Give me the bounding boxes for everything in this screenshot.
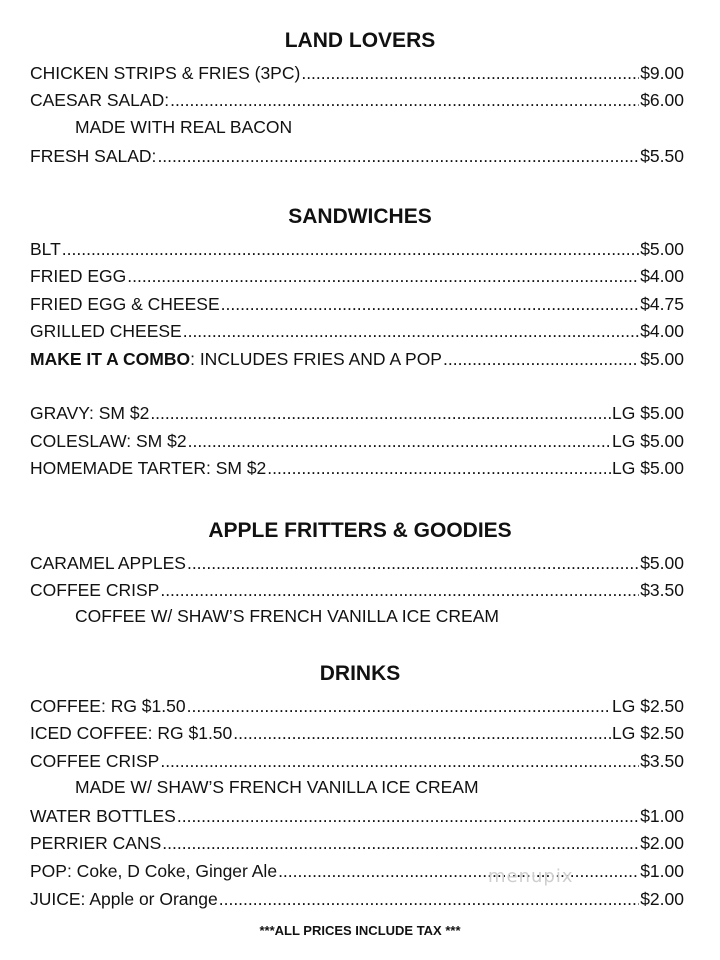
item-label: CHICKEN STRIPS & FRIES (3PC) xyxy=(30,63,301,83)
item-note: MADE W/ SHAW’S FRENCH VANILLA ICE CREAM xyxy=(75,777,479,797)
menu-item xyxy=(30,318,684,342)
dot-leader xyxy=(301,62,639,84)
dot-leader xyxy=(187,552,639,574)
menu-item xyxy=(30,143,684,167)
section-title-land-lovers: LAND LOVERS xyxy=(284,29,436,52)
section-title-drinks: DRINKS xyxy=(319,662,401,685)
item-price: $1.00 xyxy=(640,806,684,826)
item-price: $5.50 xyxy=(640,146,684,166)
menu-item xyxy=(30,263,684,287)
item-price: $3.50 xyxy=(640,751,684,771)
menu-item xyxy=(30,400,684,424)
item-price: LG $5.00 xyxy=(612,458,684,478)
item-label: GRAVY: SM $2 xyxy=(30,403,150,423)
dot-leader xyxy=(233,722,611,744)
item-label: GRILLED CHEESE xyxy=(30,321,182,341)
dot-leader xyxy=(183,320,639,342)
menu-item xyxy=(30,428,684,452)
item-price: $2.00 xyxy=(640,833,684,853)
dot-leader xyxy=(150,402,611,424)
section-title-sandwiches: SANDWICHES xyxy=(288,205,432,228)
item-note: MADE WITH REAL BACON xyxy=(75,117,293,137)
item-price: $2.00 xyxy=(640,889,684,909)
dot-leader xyxy=(170,89,639,111)
item-price: $5.00 xyxy=(640,349,684,369)
dot-leader xyxy=(267,457,611,479)
section-title-apple-fritters: APPLE FRITTERS & GOODIES xyxy=(208,519,512,542)
menu-item xyxy=(30,748,684,772)
item-label: POP: Coke, D Coke, Ginger Ale xyxy=(30,861,278,881)
dot-leader xyxy=(160,750,639,772)
menu-item xyxy=(30,291,684,315)
menu-item xyxy=(30,550,684,574)
dot-leader xyxy=(127,265,639,287)
dot-leader xyxy=(177,805,639,827)
combo-label-bold: MAKE IT A COMBO xyxy=(30,349,191,369)
item-price: $4.00 xyxy=(640,266,684,286)
menu-item xyxy=(30,803,684,827)
menu-item xyxy=(30,886,684,910)
item-price: $4.00 xyxy=(640,321,684,341)
item-price: $4.75 xyxy=(640,294,684,314)
item-price: LG $5.00 xyxy=(612,403,684,423)
item-label: HOMEMADE TARTER: SM $2 xyxy=(30,458,267,478)
item-price: $5.00 xyxy=(640,553,684,573)
item-price: LG $2.50 xyxy=(612,696,684,716)
dot-leader xyxy=(157,145,639,167)
menu-item xyxy=(30,577,684,601)
dot-leader xyxy=(187,695,611,717)
dot-leader xyxy=(188,430,611,452)
menu-item xyxy=(30,455,684,479)
menu-item xyxy=(30,236,684,260)
item-label: COFFEE CRISP xyxy=(30,580,160,600)
watermark: menupix xyxy=(488,866,574,887)
item-label: COFFEE CRISP xyxy=(30,751,160,771)
item-price: $1.00 xyxy=(640,861,684,881)
item-label: FRIED EGG xyxy=(30,266,127,286)
menu-item xyxy=(30,87,684,111)
item-price: $9.00 xyxy=(640,63,684,83)
item-label: JUICE: Apple or Orange xyxy=(30,889,218,909)
menu-item xyxy=(30,858,684,882)
menu-item-combo xyxy=(30,346,684,370)
item-price: LG $5.00 xyxy=(612,431,684,451)
dot-leader xyxy=(221,293,640,315)
item-label: FRESH SALAD: xyxy=(30,146,157,166)
menu-item xyxy=(30,830,684,854)
item-price: $3.50 xyxy=(640,580,684,600)
item-label: COFFEE: RG $1.50 xyxy=(30,696,186,716)
dot-leader xyxy=(278,860,639,882)
item-label: ICED COFFEE: RG $1.50 xyxy=(30,723,233,743)
menu-item xyxy=(30,60,684,84)
item-label xyxy=(30,348,442,370)
dot-leader xyxy=(219,888,639,910)
dot-leader xyxy=(162,832,639,854)
combo-label-rest: : INCLUDES FRIES AND A POP xyxy=(190,349,442,369)
menu-item xyxy=(30,693,684,717)
item-price: $6.00 xyxy=(640,90,684,110)
menu-item xyxy=(30,720,684,744)
item-label: FRIED EGG & CHEESE xyxy=(30,294,220,314)
item-label: BLT xyxy=(30,239,61,259)
footer-note: ***ALL PRICES INCLUDE TAX *** xyxy=(259,923,461,938)
item-label: CARAMEL APPLES xyxy=(30,553,186,573)
item-label: COLESLAW: SM $2 xyxy=(30,431,187,451)
item-price: $5.00 xyxy=(640,239,684,259)
item-label: CAESAR SALAD: xyxy=(30,90,170,110)
dot-leader xyxy=(160,579,639,601)
dot-leader xyxy=(62,238,639,260)
item-price: LG $2.50 xyxy=(612,723,684,743)
item-label: PERRIER CANS xyxy=(30,833,162,853)
dot-leader xyxy=(443,348,639,370)
item-label: WATER BOTTLES xyxy=(30,806,176,826)
item-note: COFFEE W/ SHAW’S FRENCH VANILLA ICE CREAM xyxy=(75,606,499,626)
